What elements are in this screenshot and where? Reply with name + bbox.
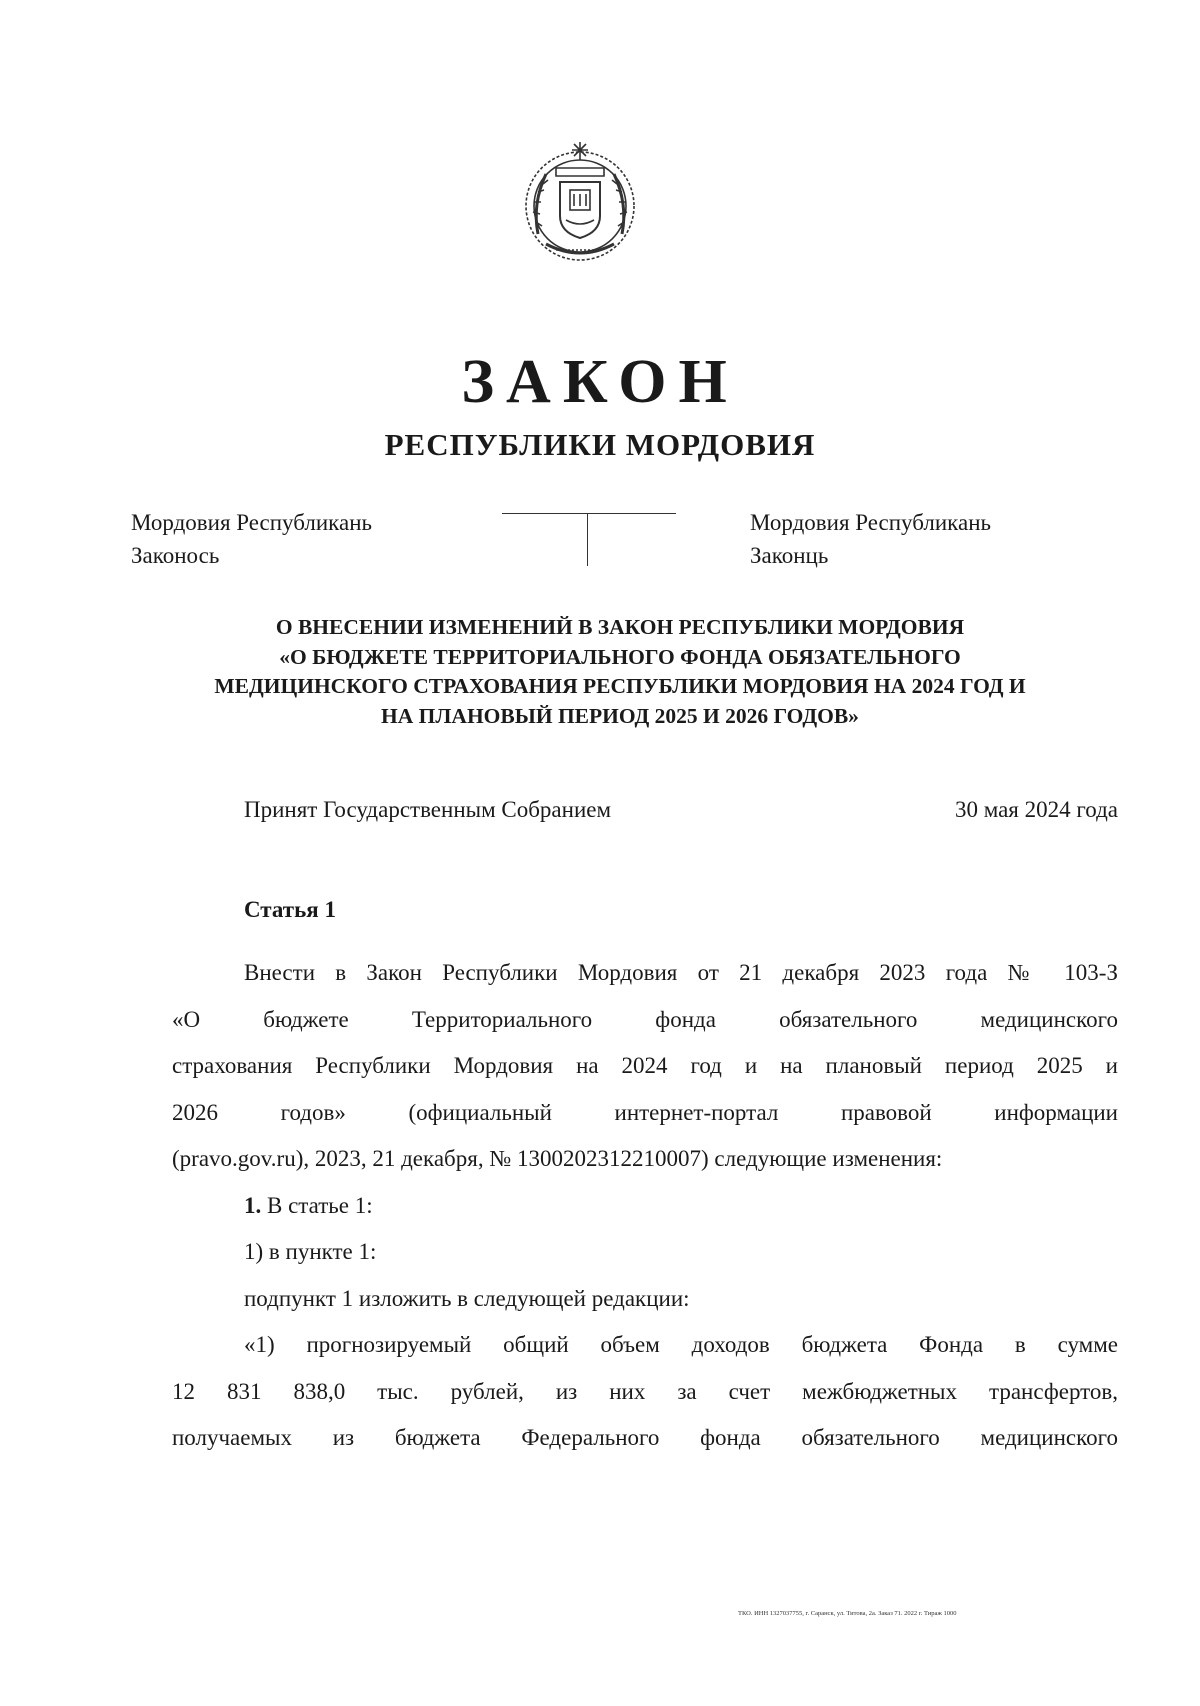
item-1 — [172, 1183, 1118, 1230]
body-line: 2026 годов» (официальный интернет-портал правовой информации — [172, 1099, 1118, 1125]
sub-item-1: 1) в пункте 1: — [244, 1239, 377, 1264]
coat-of-arms-emblem — [516, 138, 644, 266]
adoption-label: Принят Государственным Собранием — [244, 797, 612, 822]
header-left-line-1: Мордовия Республикань — [131, 510, 373, 535]
header-right-block — [750, 506, 991, 572]
quote-line: «1) прогнозируемый общий объем доходов бюджета Фонда в сумме — [244, 1332, 1118, 1357]
header-divider-vertical — [587, 513, 588, 566]
document-title: ЗАКОН — [461, 348, 739, 416]
body-line: «О бюджете Территориального фонда обязательного медицинского — [172, 1006, 1118, 1032]
item-1-text: В статье 1: — [267, 1192, 373, 1218]
printing-imprint-text: ТКО. ИНН 1327037755, г. Саранск, ул. Титова, 2а. Заказ 71. 2022 г. Тираж 1000 — [738, 1610, 957, 1617]
header-left-block — [131, 506, 372, 572]
adoption-line — [244, 790, 1118, 830]
law-title — [130, 613, 1110, 731]
document-subtitle: РЕСПУБЛИКИ МОРДОВИЯ — [384, 427, 816, 462]
quote-line: 12 831 838,0 тыс. рублей, из них за счет межбюджетных трансфертов, — [172, 1378, 1118, 1404]
quote-line: получаемых из бюджета Федерального фонда обязательного медицинского — [172, 1425, 1118, 1450]
header-right-line-2: Законць — [750, 543, 829, 568]
body-line: (pravo.gov.ru), 2023, 21 декабря, № 1300202312210007) следующие изменения: — [172, 1146, 943, 1171]
law-title-line: НА ПЛАНОВЫЙ ПЕРИОД 2025 И 2026 ГОДОВ» — [381, 703, 859, 728]
law-title-line: МЕДИЦИНСКОГО СТРАХОВАНИЯ РЕСПУБЛИКИ МОРДОВИЯ НА 2024 ГОД И — [214, 674, 1026, 698]
header-divider-horizontal — [502, 513, 676, 514]
item-1-number: 1. — [244, 1192, 262, 1218]
header-left-line-2: Законось — [131, 543, 220, 568]
body-line: страхования Республики Мордовия на 2024 год и на плановый период 2025 и — [172, 1053, 1118, 1078]
law-title-line: «О БЮДЖЕТЕ ТЕРРИТОРИАЛЬНОГО ФОНДА ОБЯЗАТЕЛЬНОГО — [279, 644, 961, 669]
header-right-line-1: Мордовия Республикань — [750, 510, 992, 535]
sub-item-instruction: подпункт 1 изложить в следующей редакции: — [244, 1285, 690, 1311]
article-body — [172, 950, 1118, 1462]
law-title-line: О ВНЕСЕНИИ ИЗМЕНЕНИЙ В ЗАКОН РЕСПУБЛИКИ МОРДОВИЯ — [275, 615, 965, 639]
article-heading: Статья 1 — [244, 897, 336, 922]
adoption-date: 30 мая 2024 года — [954, 797, 1118, 822]
body-line: Внести в Закон Республики Мордовия от 21 декабря 2023 года № 103-З — [244, 960, 1118, 985]
